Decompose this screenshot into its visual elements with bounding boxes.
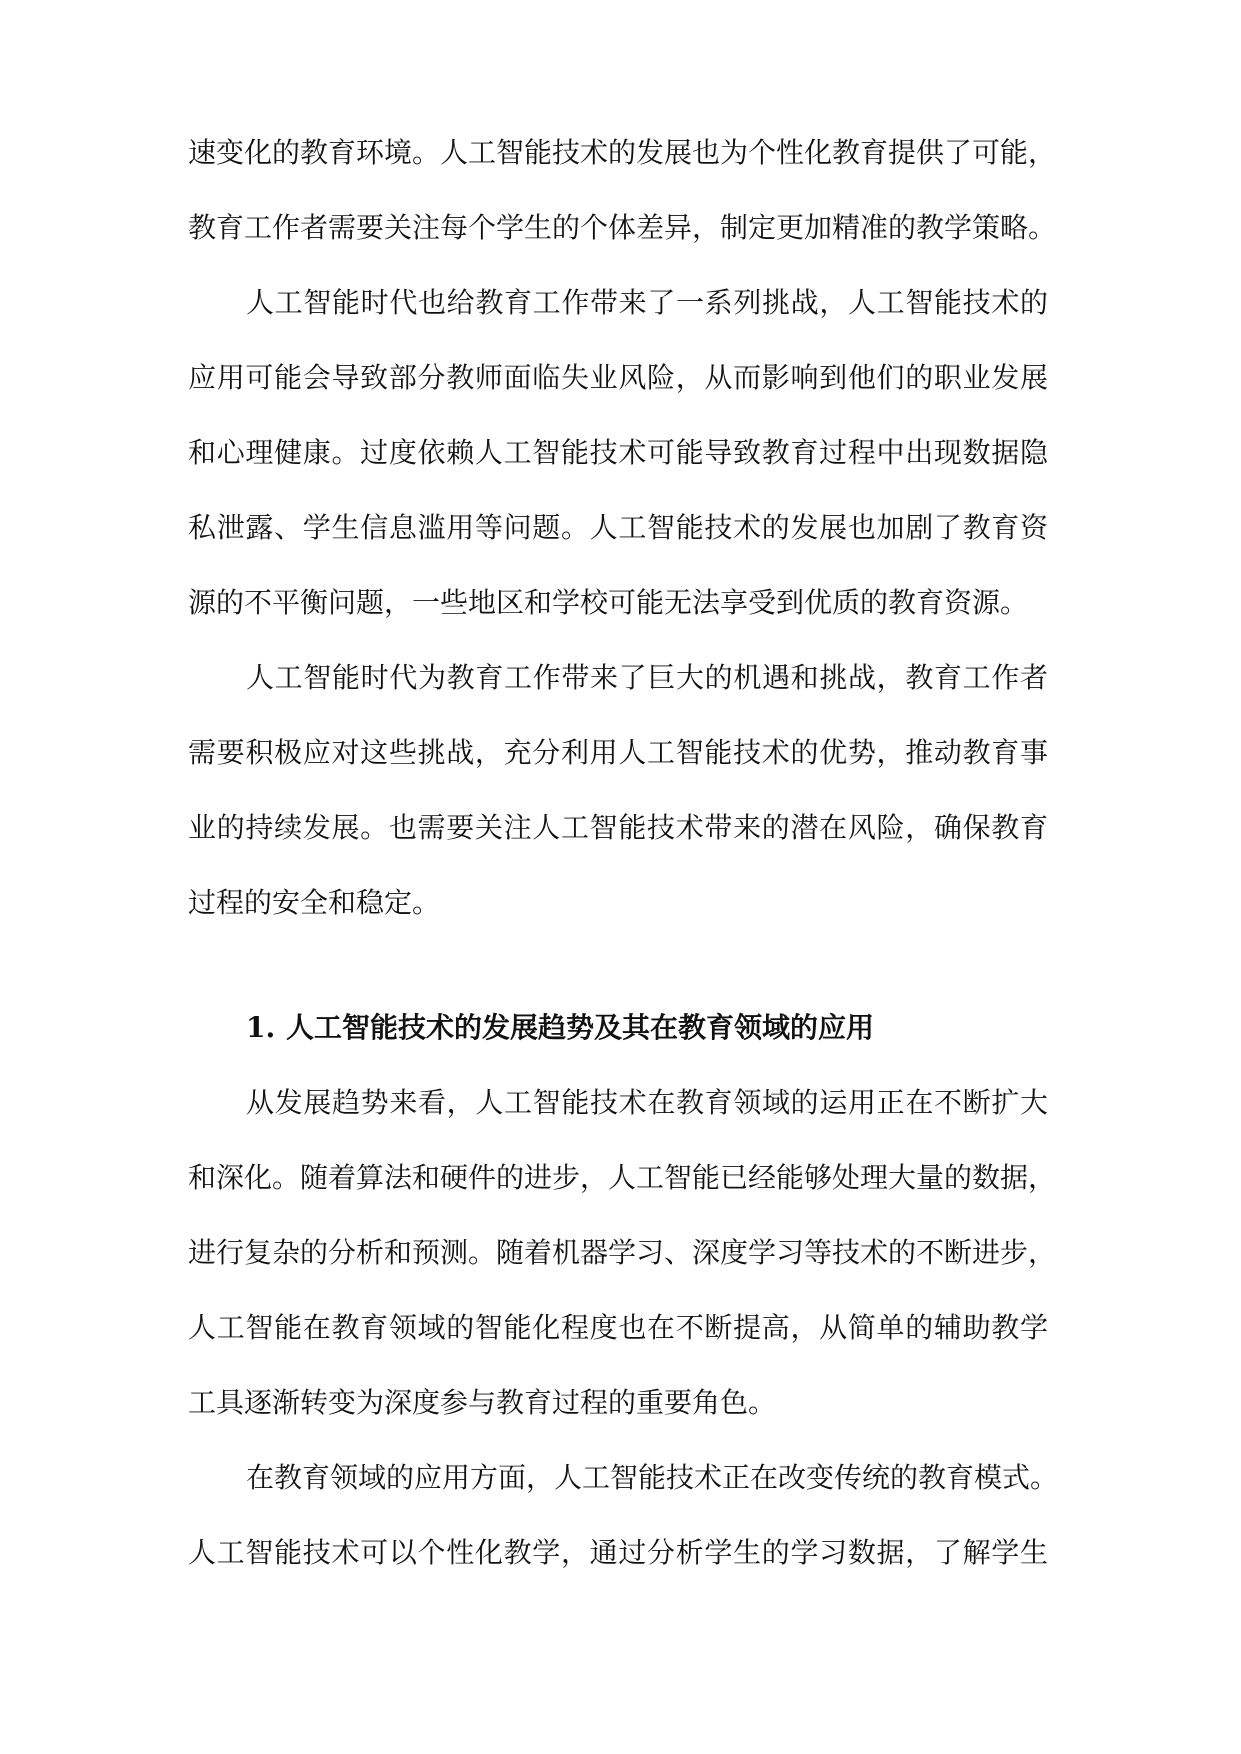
paragraph-line: 人工智能时代为教育工作带来了巨大的机遇和挑战，教育工作者 <box>246 661 1048 694</box>
paragraph-line: 人工智能在教育领域的智能化程度也在不断提高，从简单的辅助教学 <box>188 1311 1048 1344</box>
paragraph-line: 过程的安全和稳定。 <box>188 886 441 919</box>
paragraph-line: 教育工作者需要关注每个学生的个体差异，制定更加精准的教学策略。 <box>188 211 1057 244</box>
paragraph-line: 进行复杂的分析和预测。随着机器学习、深度学习等技术的不断进步， <box>188 1236 1057 1269</box>
paragraph-line: 和心理健康。过度依赖人工智能技术可能导致教育过程中出现数据隐 <box>188 436 1048 469</box>
section-heading-title: 人工智能技术的发展趋势及其在教育领域的应用 <box>286 1011 875 1044</box>
paragraph-line: 工具逐渐转变为深度参与教育过程的重要角色。 <box>188 1386 777 1419</box>
paragraph-line: 人工智能技术可以个性化教学，通过分析学生的学习数据，了解学生 <box>188 1536 1048 1569</box>
paragraph-line: 业的持续发展。也需要关注人工智能技术带来的潜在风险，确保教育 <box>188 811 1048 844</box>
section-heading <box>246 1008 874 1048</box>
paragraph-line: 需要积极应对这些挑战，充分利用人工智能技术的优势，推动教育事 <box>188 736 1048 769</box>
paragraph-line: 和深化。随着算法和硬件的进步，人工智能已经能够处理大量的数据， <box>188 1161 1057 1194</box>
paragraph-line: 源的不平衡问题，一些地区和学校可能无法享受到优质的教育资源。 <box>188 586 1029 619</box>
paragraph-line: 从发展趋势来看，人工智能技术在教育领域的运用正在不断扩大 <box>246 1086 1048 1119</box>
paragraph-line: 速变化的教育环境。人工智能技术的发展也为个性化教育提供了可能， <box>188 136 1057 169</box>
paragraph-line: 应用可能会导致部分教师面临失业风险，从而影响到他们的职业发展 <box>188 361 1048 394</box>
paragraph-line: 私泄露、学生信息滥用等问题。人工智能技术的发展也加剧了教育资 <box>188 511 1048 544</box>
paragraph-line: 人工智能时代也给教育工作带来了一系列挑战，人工智能技术的 <box>246 286 1048 319</box>
paragraph-line: 在教育领域的应用方面，人工智能技术正在改变传统的教育模式。 <box>246 1461 1059 1494</box>
section-heading-number: 1. <box>246 1011 276 1044</box>
